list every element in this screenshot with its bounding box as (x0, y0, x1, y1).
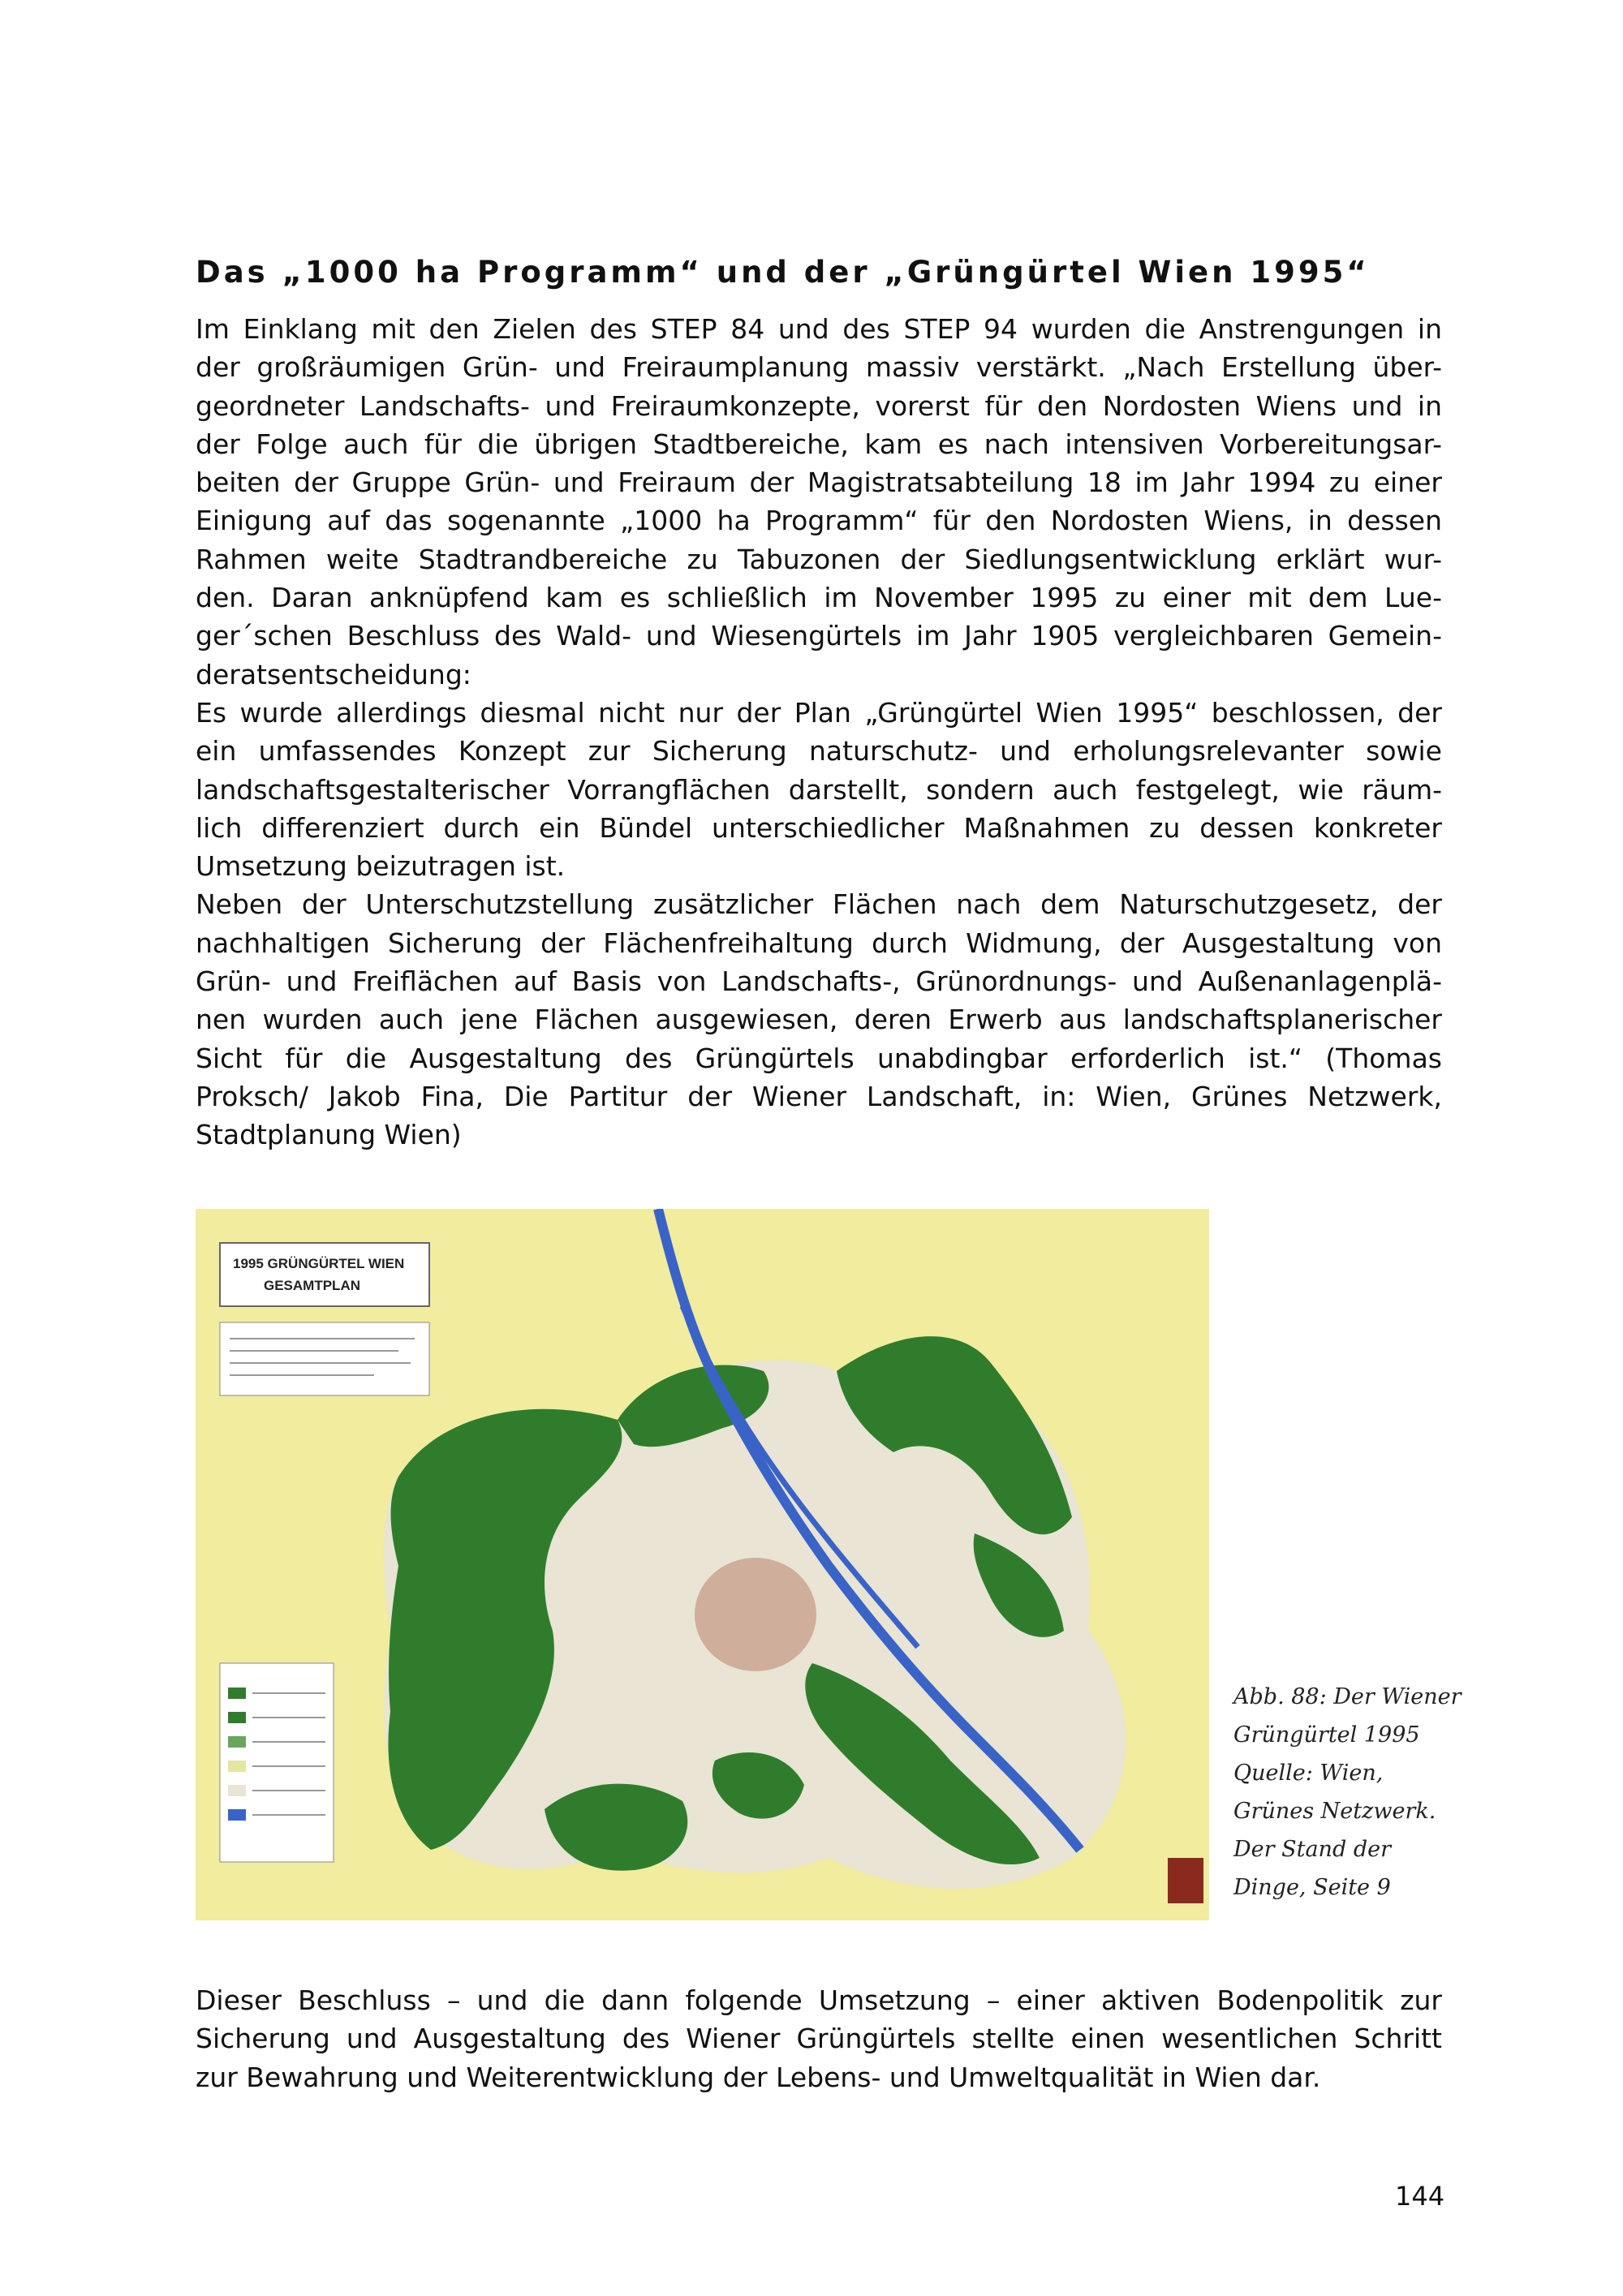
figure-caption (1233, 1678, 1461, 1907)
map-title-box (220, 1243, 429, 1306)
text-line: den. Daran anknüpfend kam es schließlich im November 1995 zu einer mit dem Lue- (196, 582, 1442, 614)
legend-swatch (228, 1761, 246, 1772)
map-title-line1: 1995 GRÜNGÜRTEL WIEN (233, 1256, 405, 1271)
text-line: ger´schen Beschluss des Wald- und Wiesengürtels im Jahr 1905 vergleichbaren Gemein- (196, 620, 1442, 652)
text-line: Sicht für die Ausgestaltung des Grüngürtels unabdingbar erforderlich ist.“ (Thomas (196, 1042, 1442, 1074)
text-line: geordneter Landschafts- und Freiraumkonzepte, vorerst für den Nordosten Wiens und in (196, 389, 1442, 422)
section-heading: Das „1000 ha Programm“ und der „Grüngürtel Wien 1995“ (196, 255, 1370, 290)
paragraph-3 (196, 885, 1442, 1154)
legend-swatch (228, 1809, 246, 1821)
text-line: ein umfassendes Konzept zur Sicherung naturschutz- und erholungsrelevanter sowie (196, 735, 1442, 767)
text-line: deratsentscheidung: (196, 658, 471, 690)
caption-line: Dinge, Seite 9 (1233, 1875, 1391, 1900)
text-line: Einigung auf das sogenannte „1000 ha Programm“ für den Nordosten Wiens, in dessen (196, 505, 1442, 537)
map-logo (1168, 1858, 1203, 1903)
text-line: der Folge auch für die übrigen Stadtbereiche, kam es nach intensiven Vorbereitungsar- (196, 428, 1442, 460)
caption-line: Der Stand der (1233, 1837, 1391, 1862)
text-line: landschaftsgestalterischer Vorrangflächen darstellt, sondern auch festgelegt, wie räum- (196, 773, 1442, 806)
map-title-line2: GESAMTPLAN (264, 1278, 360, 1293)
text-line: Rahmen weite Stadtrandbereiche zu Tabuzonen der Siedlungsentwicklung erklärt wur- (196, 543, 1442, 575)
greenbelt-map (196, 1209, 1209, 1920)
body-text-upper (196, 310, 1442, 1154)
paragraph-2 (196, 694, 1442, 885)
page-number: 144 (1395, 2181, 1445, 2212)
paragraph-4 (196, 1981, 1442, 2096)
legend-swatch (228, 1785, 246, 1796)
map-notes-box (220, 1322, 429, 1395)
text-line: Neben der Unterschutzstellung zusätzlicher Flächen nach dem Naturschutzgesetz, der (196, 888, 1442, 921)
text-line: Dieser Beschluss – und die dann folgende Umsetzung – einer aktiven Bodenpolitik zur (196, 1984, 1442, 2016)
body-text-lower (196, 1981, 1442, 2096)
paragraph-1 (196, 310, 1442, 694)
text-line: Sicherung und Ausgestaltung des Wiener Grüngürtels stellte einen wesentlichen Schritt (196, 2023, 1442, 2055)
legend-swatch (228, 1712, 246, 1723)
text-line: nen wurden auch jene Flächen ausgewiesen, deren Erwerb aus landschaftsplanerischer (196, 1004, 1442, 1036)
caption-line: Grünes Netzwerk. (1233, 1799, 1436, 1824)
caption-line: Quelle: Wien, (1233, 1761, 1384, 1786)
caption-line: Grüngürtel 1995 (1233, 1722, 1420, 1748)
text-line: lich differenziert durch ein Bündel unterschiedlicher Maßnahmen zu dessen konkreter (196, 811, 1442, 844)
text-line: Es wurde allerdings diesmal nicht nur der Plan „Grüngürtel Wien 1995“ beschlossen, der (196, 696, 1442, 729)
text-line: nachhaltigen Sicherung der Flächenfreihaltung durch Widmung, der Ausgestaltung von (196, 927, 1442, 959)
legend-swatch (228, 1688, 246, 1699)
text-line: der großräumigen Grün- und Freiraumplanung massiv verstärkt. „Nach Erstellung über- (196, 351, 1442, 384)
text-line: Grün- und Freiflächen auf Basis von Landschafts-, Grünordnungs- und Außenanlagenplä- (196, 965, 1442, 998)
text-line: zur Bewahrung und Weiterentwicklung der Lebens- und Umweltqualität in Wien dar. (196, 2061, 1321, 2093)
text-line: Stadtplanung Wien) (196, 1119, 462, 1151)
text-line: beiten der Gruppe Grün- und Freiraum der Magistratsabteilung 18 im Jahr 1994 zu einer (196, 467, 1442, 499)
city-centre (695, 1558, 816, 1671)
text-line: Umsetzung beizutragen ist. (196, 850, 566, 883)
caption-line: Abb. 88: Der Wiener (1233, 1684, 1462, 1709)
text-line: Im Einklang mit den Zielen des STEP 84 und des STEP 94 wurden die Anstrengungen in (196, 313, 1442, 345)
text-line: Proksch/ Jakob Fina, Die Partitur der Wiener Landschaft, in: Wien, Grünes Netzwerk, (196, 1080, 1442, 1112)
legend-swatch (228, 1736, 246, 1748)
